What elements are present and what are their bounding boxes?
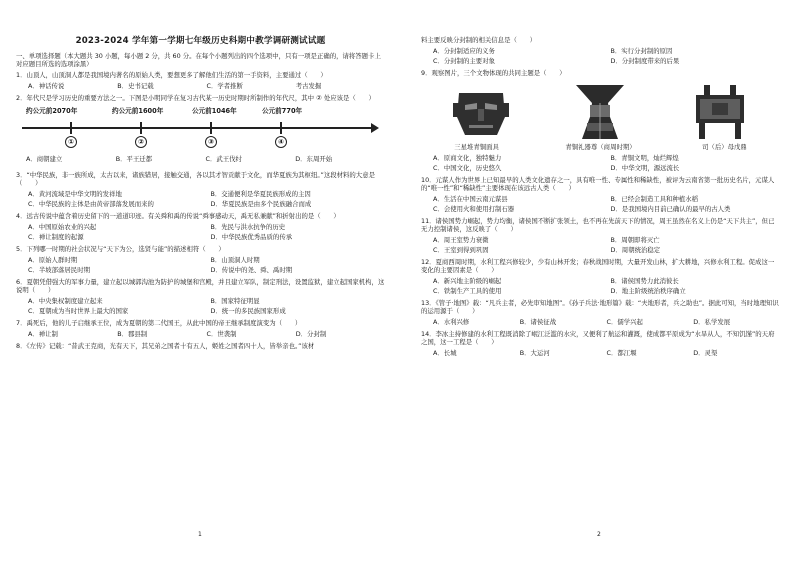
question-14-options: [433, 349, 780, 357]
option[interactable]: C．都江堰: [606, 349, 637, 357]
page-number: 1: [198, 530, 202, 538]
option[interactable]: C．禅让制度的起源: [28, 232, 84, 241]
option[interactable]: C．王室到得到巩固: [433, 246, 489, 254]
timeline-axis: [22, 127, 373, 129]
question-8-options: [433, 47, 780, 65]
option[interactable]: B．交通便利是华夏民族形成的主因: [210, 189, 311, 198]
question-9-options: [433, 154, 780, 172]
option[interactable]: B．已经会制造工具和种植水稻: [610, 195, 698, 203]
option[interactable]: A．原商文化，独特魅力: [433, 154, 502, 162]
option[interactable]: C．铁制生产工具的使用: [433, 287, 502, 295]
question-12-options: [433, 277, 780, 295]
option[interactable]: D．东周开始: [295, 154, 333, 163]
option[interactable]: A．新兴地主阶级的崛起: [433, 277, 502, 285]
option[interactable]: B．大运河: [519, 349, 550, 357]
option[interactable]: D．周朝统治稳定: [610, 246, 661, 254]
option[interactable]: B．先民与洪水抗争的历史: [210, 222, 286, 231]
option[interactable]: C．武王伐纣: [205, 154, 242, 163]
question-5-options: [28, 256, 385, 274]
question-8-stem: 8．《左传》记载：“昔武王克商，光有天下，其兄弟之国者十有五人，姬姓之国者四十人，皆举亲也。”该材: [16, 341, 315, 350]
option[interactable]: D．华夏民族是由多个民族融合而成: [210, 199, 312, 208]
question-13-stem: 13．《管子·地图》载：“凡兵主者，必先审知地图”。《孙子兵法·地形篇》载：“夫地形者，兵之助也”。据此可知，当时地理知识的运用源于（ ）: [421, 299, 779, 315]
option[interactable]: B．周朝即将灭亡: [610, 236, 660, 244]
option[interactable]: B．国家特征明显: [210, 296, 260, 305]
option[interactable]: D．中华文明，源远流长: [610, 164, 680, 172]
timeline-number: ①: [65, 136, 77, 148]
question-5-stem: 5．下列哪一时期的社会状况与“天下为公，选贤与能”的描述相符（ ）: [16, 244, 225, 253]
option[interactable]: A．商朝建立: [26, 154, 63, 163]
option[interactable]: C．夏朝成为当时世界上最大的国家: [28, 306, 129, 315]
question-7-options: [28, 330, 385, 338]
option[interactable]: D．统一的多民族国家形成: [210, 306, 286, 315]
page-number: 2: [597, 530, 601, 538]
timeline-figure: [16, 105, 385, 167]
timeline-number: ④: [275, 136, 287, 148]
option[interactable]: 考古发掘: [295, 81, 322, 90]
timeline-tick: [210, 122, 212, 134]
exam-page-2: [397, 0, 794, 562]
question-1-options: [28, 82, 385, 90]
exam-title: 2023-2024 学年第一学期七年级历史科期中教学调研测试试题: [75, 36, 326, 46]
question-7-stem: 7．禹死后，他的儿子启继承王位，成为夏朝的第二代国王，从此中国的帝王继承制度演变为（ ）: [16, 318, 302, 327]
option[interactable]: D．灵渠: [693, 349, 718, 357]
question-3-stem: 3．“中华民族，非一族所成，太古以来，诸族错居，接触交通，各以其才智贡献于文化，而华夏族为其枢纽。”这段材料的大意是（ ）: [16, 170, 375, 187]
artifact-captions: [421, 143, 780, 151]
option[interactable]: D．分封制: [295, 329, 327, 338]
timeline-label: 公元前770年: [262, 106, 303, 115]
option[interactable]: D．地主阶级统治秩序确立: [610, 287, 686, 295]
option[interactable]: A．黄河流域是中华文明的发祥地: [28, 189, 122, 198]
option[interactable]: B．诸侯国势力此消彼长: [610, 277, 679, 285]
caption: 青铜礼器尊（商周时期）: [565, 143, 636, 151]
option[interactable]: C．中国文化，历史悠久: [433, 164, 502, 172]
option[interactable]: D．是我国境内目前已确认的最早的古人类: [610, 205, 731, 213]
option[interactable]: D．中华民族优秀品质的传承: [210, 232, 293, 241]
bronze-zun-vessel-image: [570, 83, 630, 141]
option[interactable]: B．青铜文明，灿烂辉煌: [610, 154, 679, 162]
caption: 司（后）母戊鼎: [702, 143, 747, 151]
option[interactable]: C．分封制的主要对象: [433, 57, 495, 65]
timeline-label: 约公元前2070年: [26, 106, 78, 115]
option[interactable]: A．分封制适应的义务: [433, 47, 495, 55]
question-4-options: [28, 223, 385, 241]
option[interactable]: A．长城: [433, 349, 457, 357]
option[interactable]: B．诸侯征战: [519, 318, 557, 326]
question-10-options: [433, 195, 780, 213]
question-9-stem: 9．观察图片，三个文物体现的共同主题是（ ）: [421, 69, 566, 77]
question-13-options: [433, 318, 780, 326]
question-8-stem-continued: 料主要反映分封制的相关信息是（ ）: [421, 36, 537, 44]
option[interactable]: B．平王迁都: [115, 154, 153, 163]
question-11-options: [433, 236, 780, 254]
option[interactable]: A．中央集权制度建立起来: [28, 296, 103, 305]
option[interactable]: C．儒学兴起: [606, 318, 643, 326]
question-3-options: [28, 190, 385, 208]
question-6-stem: 6．夏朝凭借强大的军事力量，建立起以城郭沟池为防护的城堡和宫殿，并且建立军队，制定刑法，设置监狱，建立起国家机构，这说明（ ）: [16, 277, 385, 294]
timeline-tick: [280, 122, 282, 134]
option[interactable]: A．禅让制: [28, 329, 58, 338]
question-2-options: [26, 155, 385, 163]
question-14-stem: 14．李冰主持修建的水利工程既消除了岷江泛滥的水灾，又便利了航运和灌溉，使成都平原成为“水旱从人，不知饥馑”的天府之国，这一工程是（ ）: [421, 330, 775, 346]
question-2-stem: 2．年代尺是学习历史的重要方法之一。下图是小明同学在复习古代某一历史时期时所制作的年代尺，其中 ② 处应该是（ ）: [16, 93, 375, 102]
question-12-stem: 12．夏商西周时期，水利工程兴修较少，少有山林开发；春秋战国时期，大量开发山林，扩大耕地，兴修水利工程。促成这一变化的主要因素是（ ）: [421, 258, 775, 274]
timeline-label: 公元前1046年: [192, 106, 237, 115]
timeline-tick: [140, 122, 142, 134]
option[interactable]: C．半坡部落居民时期: [28, 265, 90, 274]
page-2-content: [421, 36, 780, 361]
question-6-options: [28, 297, 385, 315]
option[interactable]: C．学者推断: [206, 81, 243, 90]
option[interactable]: D．分封制度带来的后果: [610, 57, 680, 65]
bronze-mask-image: [451, 83, 511, 141]
option[interactable]: B．郡县制: [117, 329, 148, 338]
option[interactable]: A．水利兴修: [433, 318, 470, 326]
simuwu-ding-image: [690, 83, 750, 141]
option[interactable]: A．中国原始农业的兴起: [28, 222, 97, 231]
page-1-content: [16, 36, 385, 353]
artifact-images: [421, 81, 780, 141]
option[interactable]: A．神话传说: [28, 81, 65, 90]
timeline-number: ②: [135, 136, 147, 148]
timeline-arrow: [371, 123, 379, 133]
option[interactable]: A．生活在中国云南元谋县: [433, 195, 508, 203]
question-1-stem: 1．山顶人，山顶洞人都是我国境内著名的原始人类，要想更多了解他们生活的第一手资料，主要通过（ ）: [16, 70, 327, 79]
caption: 三星堆青铜面具: [454, 143, 499, 151]
question-4-stem: 4．远古传说中蕴含着历史留下的一道道印迹。有关舜和禹的传说“舜事感动天，禹无私兼献”和折射出的是（ ）: [16, 211, 340, 220]
option[interactable]: B．实行分封制的原因: [610, 47, 673, 55]
option[interactable]: A．原始人群时期: [28, 255, 78, 264]
section-heading: 一、单项选择题（本大题共 30 小题，每小题 2 分，共 60 分。在每个小题列出的四个选项中，只有一项是正确的，请将答题卡上对应题目所选的选项涂黑）: [16, 51, 381, 68]
option[interactable]: C．中华民族的主体是由黄帝部落发展而来的: [28, 199, 154, 208]
option[interactable]: B．史书记载: [117, 81, 154, 90]
option[interactable]: D．私学发展: [693, 318, 731, 326]
timeline-tick: [70, 122, 72, 134]
option[interactable]: B．山顶洞人时期: [210, 255, 260, 264]
question-11-stem: 11．诸侯国势力崛起，势力均衡，诸侯国不断扩张领土，也不再在先前天下的情况，周王虽然在名义上仍是“天下共主”，但已无力控制诸侯，这反映了（ ）: [421, 217, 775, 233]
option[interactable]: A．周王室势力衰微: [433, 236, 489, 244]
question-10-stem: 10．元谋人作为世界上已知最早的人类文化遗存之一，具有唯一性、专属性和稀缺性，被评为云南省第一批历史名片，元谋人的“唯一性”和“稀缺性”主要体现在该远古人类（ ）: [421, 176, 775, 192]
timeline-label: 约公元前1600年: [112, 106, 164, 115]
option[interactable]: C．世袭制: [206, 329, 237, 338]
option[interactable]: C．会使用火和使用打制石器: [433, 205, 515, 213]
timeline-number: ③: [205, 136, 217, 148]
option[interactable]: D．传说中的尧、舜、禹时期: [210, 265, 293, 274]
